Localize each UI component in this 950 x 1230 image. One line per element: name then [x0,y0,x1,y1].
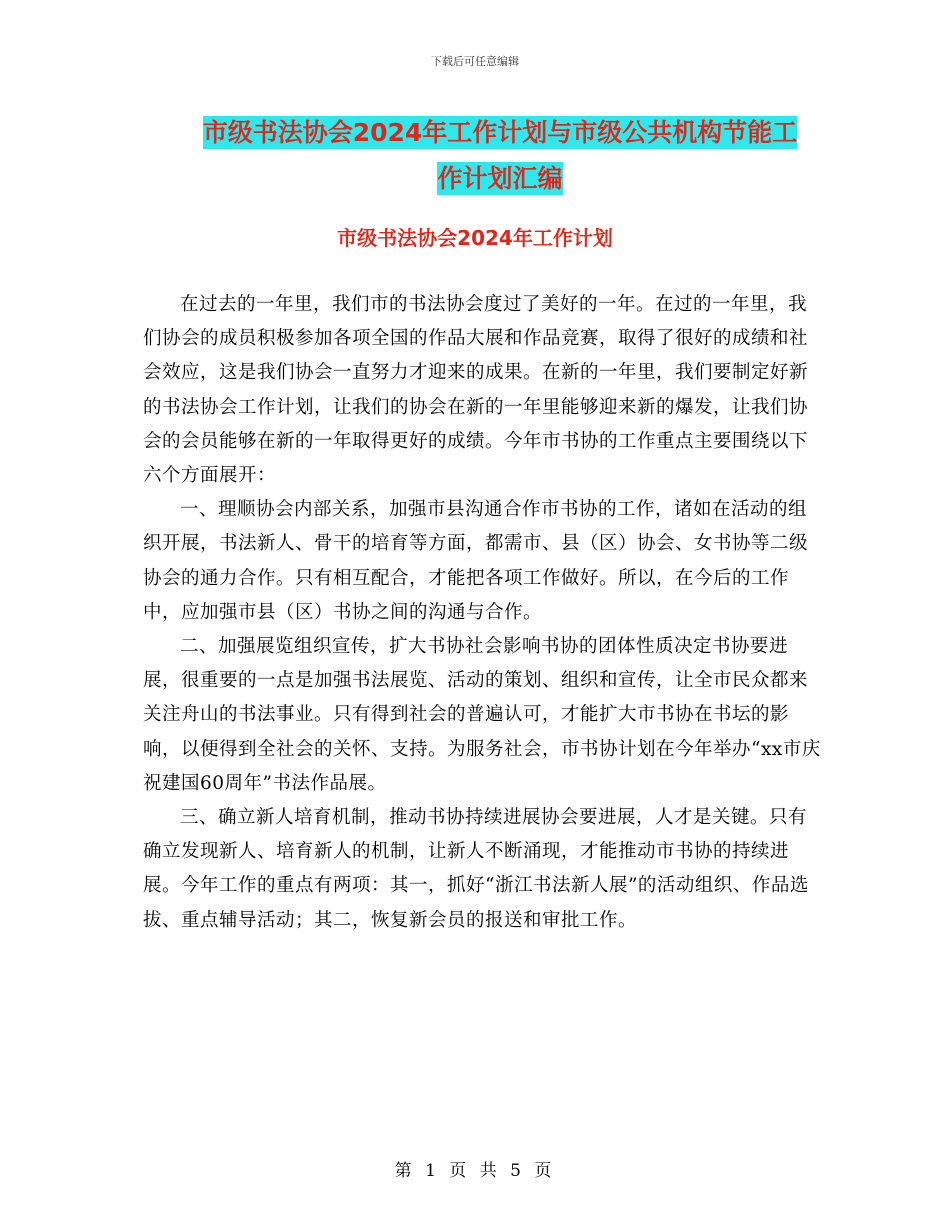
body-text [143,288,823,938]
document-title [140,110,860,202]
paragraph: 一、理顺协会内部关系，加强市县沟通合作市书协的工作，诸如在活动的组织开展，书法新人、骨干的培育等方面，都需市、县（区）协会、女书协等二级协会的通力合作。只有相互配合，才能把各项工作做好。所以，在今后的工作中，应加强市县（区）书协之间的沟通与合作。 [143,499,809,623]
title-line-1: 市级书法协会2024年工作计划与市级公共机构节能工 [202,118,798,147]
page-footer: 第 1 页 共 5 页 [394,1161,556,1181]
section-title: 市级书法协会2024年工作计划 [337,226,613,250]
title-line-2: 作计划汇编 [437,164,563,193]
paragraph: 二、加强展览组织宣传，扩大书协社会影响书协的团体性质决定书协要进展，很重要的一点是加强书法展览、活动的策划、组织和宣传，让全市民众都来关注舟山的书法事业。只有得到社会的普遍认可，才能扩大市书协在书坛的影响，以便得到全社会的关怀、支持。为服务社会，市书协计划在今年举办“xx市庆祝建国60周年”书法作品展。 [143,636,821,794]
header-note: 下载后可任意编辑 [431,55,519,68]
paragraph: 在过去的一年里，我们市的书法协会度过了美好的一年。在过的一年里，我们协会的成员积极参加各项全国的作品大展和作品竞赛，取得了很好的成绩和社会效应，这是我们协会一直努力才迎来的成果。在新的一年里，我们要制定好新的书法协会工作计划，让我们的协会在新的一年里能够迎来新的爆发，让我们协会的会员能够在新的一年取得更好的成绩。今年市书协的工作重点主要围绕以下六个方面展开： [143,294,809,487]
paragraph: 三、确立新人培育机制，推动书协持续进展协会要进展，人才是关键。只有确立发现新人、培育新人的机制，让新人不断涌现，才能推动市书协的持续进展。今年工作的重点有两项：其一，抓好“浙江书法新人展”的活动组织、作品选拔、重点辅导活动；其二，恢复新会员的报送和审批工作。 [143,807,809,931]
